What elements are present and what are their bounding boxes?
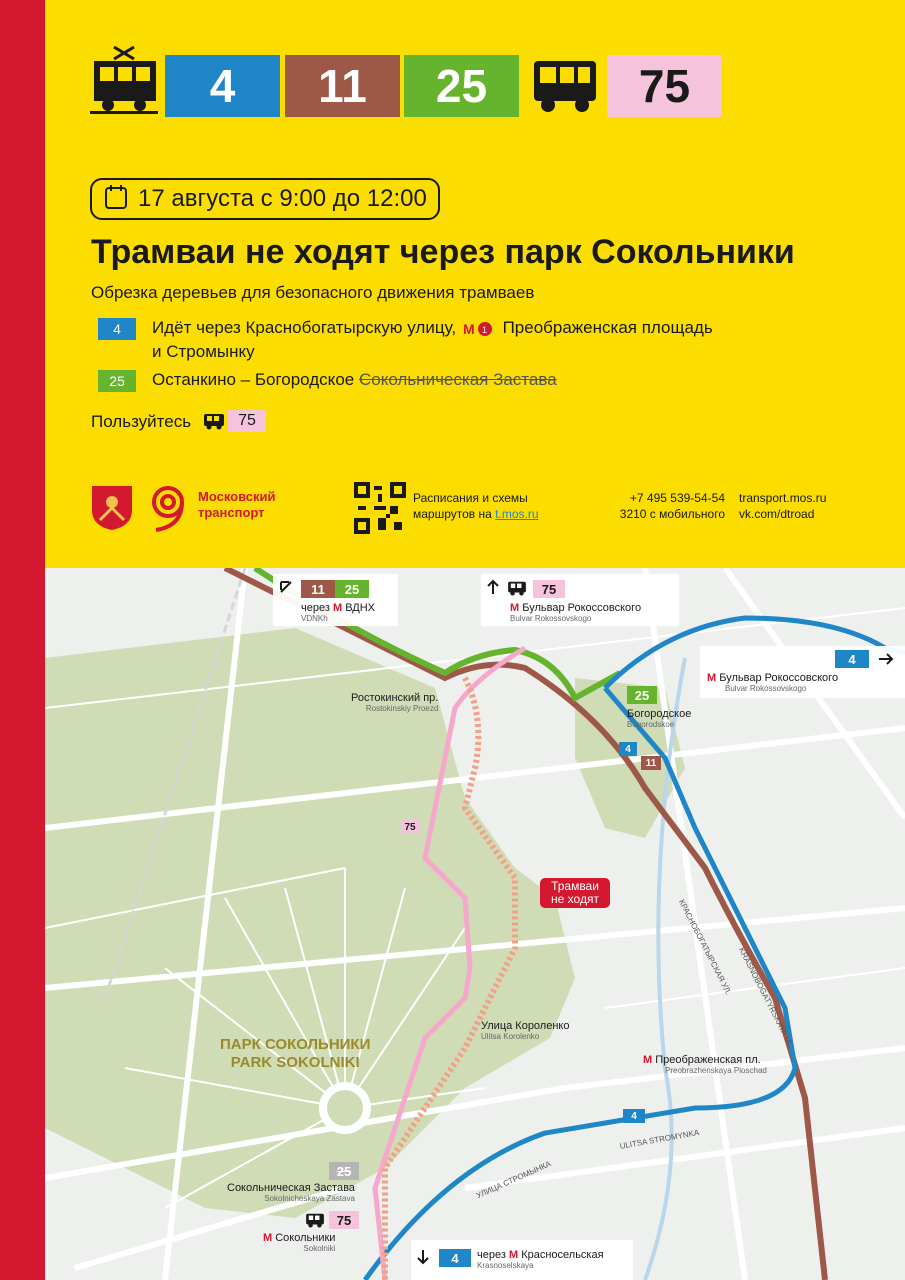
schedule-link[interactable]: t.mos.ru	[495, 507, 539, 521]
stop-name: Богородское	[627, 708, 692, 720]
route-number: 25	[344, 581, 360, 597]
bogorodskoe-label	[627, 708, 691, 729]
street-name-en: KRASNOBOGATYRSKAYA UL.	[736, 946, 796, 1050]
route-number: 25	[109, 373, 125, 389]
stop-name: Бульвар Рокоссовского	[719, 672, 839, 684]
preobrazhenskaya-label: М Преображенская пл. Preobrazhenskaya Ploschad	[643, 1054, 767, 1075]
mobile-number: 3210 с мобильного	[619, 507, 725, 521]
brand-line: Московский	[198, 489, 276, 504]
stop-name: Ростокинский пр.	[351, 692, 439, 704]
via-text: через	[477, 1249, 506, 1261]
change-text: Останкино – Богородское	[152, 370, 355, 389]
stop-name: Преображенская пл.	[655, 1054, 761, 1066]
stop-name: Бульвар Рокоссовского	[522, 602, 642, 614]
route-11-line-tag	[641, 756, 661, 770]
stop-name: ВДНХ	[345, 602, 376, 614]
route-number: 25	[634, 687, 650, 703]
route-number: 75	[404, 821, 416, 833]
rostokinsky-label	[351, 692, 438, 713]
route-11-map-tag	[301, 580, 335, 598]
use-alternative	[91, 410, 191, 434]
rokossovskogo-right-label: М Бульвар Рокоссовского Bulvar Rokossovskogo	[707, 672, 839, 693]
svg-text:М: М	[462, 320, 475, 337]
route-25-zastava-tag	[329, 1162, 359, 1180]
trams-not-running-alert	[540, 878, 610, 908]
calendar-icon	[104, 184, 128, 215]
alert-text: Трамваи не ходят	[551, 879, 599, 906]
route-4-change	[152, 316, 713, 364]
rokossovskogo-label: М Бульвар Рокоссовского Bulvar Rokossovskogo	[510, 602, 642, 623]
route-number: 11	[318, 60, 367, 112]
zastava-label	[227, 1182, 355, 1203]
date-text: 17 августа с 9:00 до 12:00	[138, 185, 427, 212]
route-number: 4	[625, 743, 631, 755]
stop-name-en: Bogorodskoe	[627, 720, 675, 729]
qr-code[interactable]	[354, 482, 406, 534]
route-number: 25	[435, 60, 488, 112]
stop-name-en: Sokolniki	[303, 1244, 336, 1253]
route-75-map-tag	[533, 580, 565, 598]
stop-name-en: Preobrazhenskaya Ploschad	[665, 1066, 767, 1075]
trolleybus-small-icon	[203, 412, 225, 435]
svg-text:1: 1	[481, 324, 487, 335]
route-4-tag	[98, 318, 136, 340]
route-25-badge	[404, 55, 519, 117]
korolenko-label	[481, 1020, 569, 1041]
page-subtitle: Обрезка деревьев для безопасного движения трамваев	[91, 283, 535, 302]
park-name-en: PARK SOKOLNIKI	[230, 1054, 360, 1071]
route-25-tag	[98, 370, 136, 392]
route-number: 11	[645, 757, 657, 769]
route-number: 4	[631, 1110, 637, 1122]
route-75-tag	[228, 410, 266, 432]
moscow-transport-logo	[146, 484, 190, 532]
brand-name	[198, 489, 276, 521]
via-text: через	[301, 602, 330, 614]
route-number: 4	[848, 651, 856, 667]
cancelled-stop: Сокольническая Застава	[358, 370, 557, 389]
phone-number[interactable]: +7 495 539-54-54	[629, 491, 725, 505]
metro-station-text: Преображенская площадь	[502, 318, 713, 337]
route-number: 75	[541, 581, 557, 597]
stop-name-en: Bulvar Rokossovskogo	[510, 614, 592, 623]
route-number: 11	[311, 581, 325, 597]
route-4-stromynka-tag	[623, 1109, 645, 1123]
date-pill	[90, 178, 440, 220]
stop-name-en: Bulvar Rokossovskogo	[725, 684, 807, 693]
tram-icon	[88, 45, 160, 122]
phone-info	[600, 490, 725, 522]
park-name	[220, 1036, 370, 1072]
vk-link[interactable]: vk.com/dtroad	[739, 507, 815, 521]
schedule-text: маршрутов на	[413, 507, 492, 521]
page-title: Трамваи не ходят через парк Сокольники	[91, 233, 795, 271]
route-number: 4	[113, 321, 121, 337]
brand-line: транспорт	[198, 505, 265, 520]
route-4-badge	[165, 55, 280, 117]
web-info	[739, 490, 826, 522]
site-link[interactable]: transport.mos.ru	[739, 491, 827, 505]
change-text-continued: и Стромынку	[152, 342, 255, 361]
red-side-strip	[0, 0, 45, 1280]
street-name: КРАСНОБОГАТЫРСКАЯ УЛ.	[676, 898, 733, 997]
change-text: Идёт через Краснобогатырскую улицу,	[152, 318, 457, 337]
use-label: Пользуйтесь	[91, 412, 192, 431]
route-number: 25	[336, 1163, 352, 1179]
vdnkh-label: через М ВДНХ VDNKh	[301, 602, 376, 623]
route-25-change	[152, 368, 557, 392]
route-25-map-tag	[335, 580, 369, 598]
route-number: 75	[336, 1212, 352, 1228]
stop-name-en: Krasnoselskaya	[477, 1261, 534, 1270]
stop-name-en: VDNKh	[301, 614, 328, 623]
stop-name-en: Ulitsa Korolenko	[481, 1032, 540, 1041]
route-25-bogorodskoe-tag	[627, 686, 657, 704]
park-name-ru: ПАРК СОКОЛЬНИКИ	[220, 1036, 371, 1053]
route-4-map-tag	[835, 650, 869, 668]
route-number: 4	[209, 60, 236, 112]
schedule-text: Расписания и схемы	[413, 491, 528, 505]
stop-name-en: Rostokinskiy Proezd	[365, 704, 439, 713]
schedule-info	[413, 490, 539, 522]
route-map	[45, 568, 905, 1280]
route-75-badge	[607, 55, 722, 117]
sokolniki-label: М Сокольники Sokolniki	[263, 1232, 336, 1253]
route-number: 75	[638, 60, 691, 112]
stop-name: Красносельская	[521, 1249, 604, 1261]
krasnoselskaya-label: через М Красносельская Krasnoselskaya	[477, 1249, 604, 1270]
stop-name-en: Sokolnicheskaya Zastava	[264, 1194, 355, 1203]
trolleybus-icon	[530, 55, 600, 122]
street-name: УЛИЦА СТРОМЫНКА	[475, 1159, 553, 1201]
moscow-coat-of-arms-logo	[90, 484, 134, 532]
stop-name: Улица Короленко	[481, 1020, 570, 1032]
route-75-line-tag	[401, 820, 419, 834]
route-4-line-tag	[619, 742, 637, 756]
route-number: 75	[238, 412, 256, 429]
route-11-badge	[285, 55, 400, 117]
stop-name: Сокольники	[275, 1232, 336, 1244]
route-number: 4	[451, 1250, 459, 1266]
stop-name: Сокольническая Застава	[227, 1182, 355, 1194]
route-4-bottom-tag	[439, 1249, 471, 1267]
route-75-sokolniki-tag	[329, 1211, 359, 1229]
street-name-en: ULITSA STROMYNKA	[619, 1128, 700, 1151]
metro-icon	[461, 321, 495, 337]
